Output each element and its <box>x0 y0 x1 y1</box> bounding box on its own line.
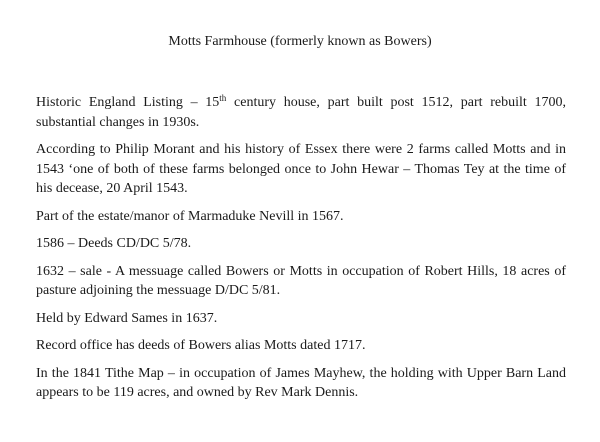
paragraph-tithe-map: In the 1841 Tithe Map – in occupation of James Mayhew, the holding with Upper Barn Land appears to be 119 acres, and owned by Rev Mark Dennis. <box>36 365 566 400</box>
paragraph-1632: 1632 – sale - A messuage called Bowers or Motts in occupation of Robert Hills, 18 acres of pasture adjoining the messuage D/DC 5/81. <box>36 263 566 298</box>
paragraph-sames: Held by Edward Sames in 1637. <box>36 310 218 326</box>
paragraph-nevill: Part of the estate/manor of Marmaduke Nevill in 1567. <box>36 208 344 224</box>
document-body <box>36 93 566 411</box>
document-title: Motts Farmhouse (formerly known as Bowers) <box>168 34 432 49</box>
paragraph-listing-text-cont: century house, part built post 1512, part rebuilt 1700, substantial changes in 1930s. <box>36 95 566 130</box>
ordinal-superscript: th <box>219 93 227 103</box>
paragraph-1586: 1586 – Deeds CD/DC 5/78. <box>36 236 192 251</box>
paragraph-listing <box>36 93 566 132</box>
paragraph-listing-text: Historic England Listing – 15 <box>36 95 220 110</box>
paragraph-morant: According to Philip Morant and his history of Essex there were 2 farms called Motts and in 1543 ‘one of both of these farms belonged once to John Hewar – Thomas Tey at the time of his decease, 20 April 1543. <box>36 142 566 196</box>
paragraph-record-office: Record office has deeds of Bowers alias Motts dated 1717. <box>36 338 366 353</box>
